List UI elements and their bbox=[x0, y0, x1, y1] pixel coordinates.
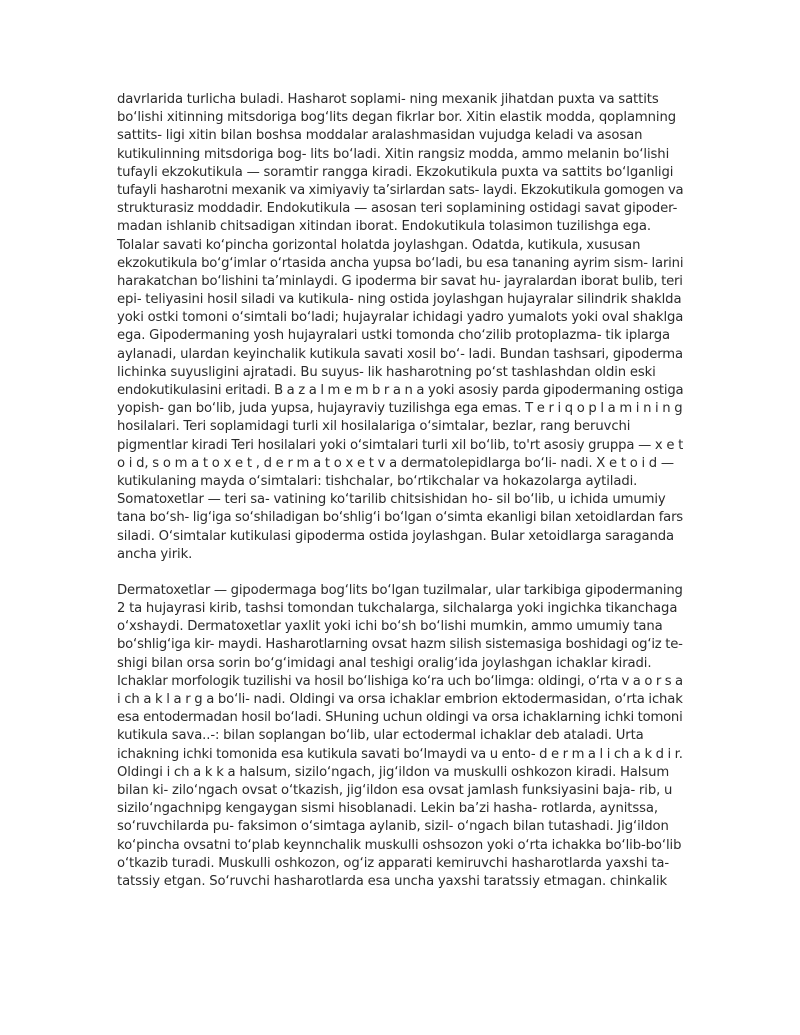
text-line: tufayli ekzokutikula — soramtir rangga kiradi. Ekzokutikula puxta va sattits bo‘lganligi bbox=[117, 164, 674, 180]
text-line: Tolalar savati ko‘pincha gorizontal holatda joylashgan. Odatda, kutikula, xususan bbox=[117, 237, 641, 253]
text-line: strukturasiz moddadir. Endokutikula — asosan teri soplamining ostidagi savat gipoder- bbox=[117, 201, 678, 217]
text-line: shigi bilan orsa sorin bo‘g‘imidagi anal teshigi oralig‘ida joylashgan ichaklar kiradi. bbox=[117, 655, 652, 671]
text-line: yoki ostki tomoni o‘simtali bo‘ladi; hujayralar ichidagi yadro yumalots yoki oval shaklga bbox=[117, 310, 684, 326]
text-line: ancha yirik. bbox=[117, 546, 193, 562]
text-line: bo‘lishi xitinning mitsdoriga bog‘lits degan fikrlar bor. Xitin elastik modda, qoplamning bbox=[117, 110, 677, 126]
text-line: so‘ruvchilarda pu- faksimon o‘simtaga aylanib, sizil- o‘ngach bilan tutashadi. Jig‘ildon bbox=[117, 819, 669, 835]
paragraph-2 bbox=[117, 582, 683, 891]
text-line: ekzokutikula bo‘g‘imlar o‘rtasida ancha yupsa bo‘ladi, bu esa tananing ayrim sism- larini bbox=[117, 255, 684, 271]
text-line: ichakning ichki tomonida esa kutikula savati bo‘lmaydi va u ento- d e r m a l i ch a k d i r. bbox=[117, 746, 683, 762]
text-line: ega. Gipodermaning yosh hujayralari ustki tomonda cho‘zilib protoplazma- tik iplarga bbox=[117, 328, 671, 344]
text-line: pigmentlar kiradi Teri hosilalari yoki o‘simtalari turli xil bo‘lib, to'rt asosiy gruppa — x e t bbox=[117, 437, 684, 453]
text-line: Ichaklar morfologik tuzilishi va hosil bo‘lishiga ko‘ra uch bo‘limga: oldingi, o‘rta v a o r s a bbox=[117, 673, 683, 689]
text-line: 2 ta hujayrasi kirib, tashsi tomondan tukchalarga, silchalarga yoki ingichka tikanchaga bbox=[117, 601, 678, 617]
text-line: sattits- ligi xitin bilan boshsa moddalar aralashmasidan vujudga keladi va asosan bbox=[117, 128, 643, 144]
text-line: bilan ki- zilo‘ngach ovsat o‘tkazish, jig‘ildon esa ovsat jamlash funksiyasini baja- rib, u bbox=[117, 782, 673, 798]
text-line: epi- teliyasini hosil siladi va kutikula- ning ostida joylashgan hujayralar silindrik shaklda bbox=[117, 292, 682, 308]
text-line: kutikulinning mitsdoriga bog- lits bo‘ladi. Xitin rangsiz modda, ammo melanin bo‘lishi bbox=[117, 146, 670, 162]
text-line: kutikula sava..-: bilan soplangan bo‘lib, ular ectodermal ichaklar deb ataladi. Urta bbox=[117, 728, 644, 744]
text-line: madan ishlanib chitsadigan xitindan iborat. Endokutikula tolasimon tuzilishga ega. bbox=[117, 219, 651, 235]
document-page bbox=[117, 91, 683, 891]
text-line: harakatchan bo‘lishini ta’minlaydi. G ipoderma bir savat hu- jayralardan iborat bulib, teri bbox=[117, 273, 683, 289]
text-line: esa entodermadan hosil bo‘ladi. SHuning uchun oldingi va orsa ichaklarning ichki tomoni bbox=[117, 710, 683, 726]
text-line: Dermatoxetlar — gipodermaga bog‘lits bo‘lgan tuzilmalar, ular tarkibiga gipodermaning bbox=[117, 582, 683, 598]
text-line: Somatoxetlar — teri sa- vatining ko‘tarilib chitsishidan ho- sil bo‘lib, u ichida umumiy bbox=[117, 492, 666, 508]
text-line: Oldingi i ch a k k a halsum, sizilo‘ngach, jig‘ildon va muskulli oshkozon kiradi. Halsum bbox=[117, 764, 670, 780]
text-line: lichinka suyusligini ajratadi. Bu suyus- lik hasharotning po‘st tashlashdan oldin eski bbox=[117, 364, 656, 380]
text-line: davrlarida turlicha buladi. Hasharot soplami- ning mexanik jihatdan puxta va sattits bbox=[117, 92, 659, 107]
text-line: tufayli hasharotni mexanik va ximiyaviy ta’sirlardan sats- laydi. Ekzokutikula gomogen va bbox=[117, 182, 684, 198]
text-line: i ch a k l a r g a bo‘li- nadi. Oldingi va orsa ichaklar embrion ektodermasidan, o‘rta ichak bbox=[117, 692, 683, 707]
paragraph-spacer bbox=[117, 564, 683, 582]
text-line: yopish- gan bo‘lib, juda yupsa, hujayraviy tuzilishga ega emas. T e r i q o p l a m i n i n g bbox=[117, 401, 683, 417]
text-line: kutikulaning mayda o‘simtalari: tishchalar, bo‘rtikchalar va hokazolarga aytiladi. bbox=[117, 473, 638, 489]
text-line: bo‘shlig‘iga kir- maydi. Hasharotlarning ovsat hazm silish sistemasiga boshidagi og‘iz te- bbox=[117, 637, 683, 653]
text-line: aylanadi, ulardan keyinchalik kutikula savati xosil bo‘- ladi. Bundan tashsari, gipoderma bbox=[117, 346, 683, 362]
text-line: o i d, s o m a t o x e t , d e r m a t o x e t v a dermatolepidlarga bo‘li- nadi. X e t o i d — bbox=[117, 455, 674, 471]
text-line: ko‘pincha ovsatni to‘plab keynnchalik muskulli oshsozon yoki o‘rta ichakka bo‘lib-bo‘lib bbox=[117, 837, 682, 853]
text-line: siladi. O‘simtalar kutikulasi gipoderma ostida joylashgan. Bular xetoidlarga saraganda bbox=[117, 528, 674, 544]
text-line: o‘xshaydi. Dermatoxetlar yaxlit yoki ichi bo‘sh bo‘lishi mumkin, ammo umumiy tana bbox=[117, 619, 663, 635]
paragraph-1 bbox=[117, 91, 683, 564]
text-line: o‘tkazib turadi. Muskulli oshkozon, og‘iz apparati kemiruvchi hasharotlarda yaxshi ta- bbox=[117, 855, 670, 871]
text-line: tana bo‘sh- lig‘iga so‘shiladigan bo‘shlig‘i bo‘lgan o‘simta ekanligi bilan xetoidlardan fars bbox=[117, 510, 683, 526]
text-line: sizilo‘ngachnipg kengaygan sismi hisoblanadi. Lekin ba’zi hasha- rotlarda, aynitssa, bbox=[117, 801, 658, 817]
text-line: tatssiy etgan. So‘ruvchi hasharotlarda esa uncha yaxshi taratssiy etmagan. chinkalik bbox=[117, 873, 668, 889]
text-line: hosilalari. Teri soplamidagi turli xil hosilalariga o‘simtalar, bezlar, rang beruvchi bbox=[117, 419, 631, 435]
text-line: endokutikulasini eritadi. B a z a l m e m b r a n a yoki asosiy parda gipodermaning ostiga bbox=[117, 383, 684, 398]
